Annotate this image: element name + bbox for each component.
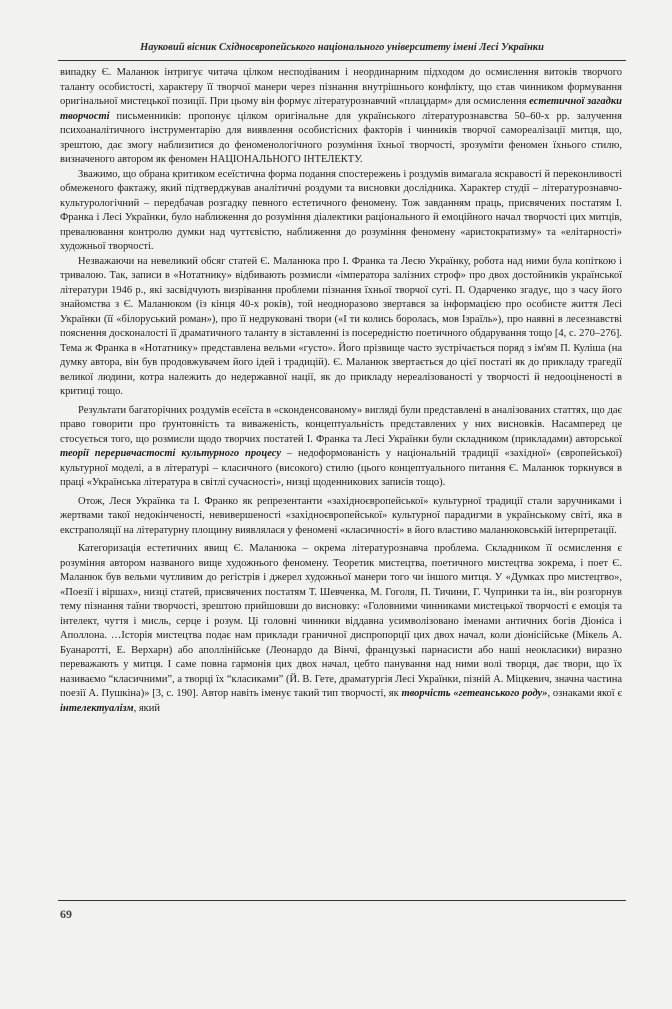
paragraph-4-text-c: – недоформованість у національній традиції «західної» (європейської) культурної моделі, а в літературі – класичного (високого) стилю (цього концептуального питання Є. Маланюк торкнувся в праці «Українська література в світлі сучасності», низці щоденникових записів тощо). [60, 448, 622, 488]
footer-rule [58, 900, 626, 901]
paragraph-1-text-c: письменників: пропонує цілком оригінальне для українського літературознавства 50–60-х рр. залучення психоаналітичного інструментарію для виявлення особистісних факторів і чинників творчої самореалізації митця, що, зрештою, дає змогу наблизитися до феноменологічного розуміння їхньої творчості, зрозуміти феномен їхнього стилю, визначеного автором як феномен НАЦІОНАЛЬНОГО ІНТЕЛЕКТУ. [60, 110, 622, 165]
article-body [60, 66, 622, 716]
paragraph-4-emphasis: теорії переривчастості культурного процесу [60, 448, 281, 459]
paragraph-6-text-c: , ознаками якої є [547, 688, 622, 699]
paragraph-1-text-a: випадку Є. Маланюк інтригує читача цілком несподіваним і неординарним підходом до осмислення витоків творчого таланту особистості, характеру її творчої манери через пізнання внутрішнього конфлікту, що став чинником формування оригінальної мистецької позиції. При цьому він формує літературознавчий «плацдарм» для осмислення [60, 67, 622, 107]
paragraph-6 [60, 542, 622, 716]
paragraph-5: Отож, Леся Українка та І. Франко як репрезентанти «західноєвропейської» культурної традиції стали заручниками і жертвами такої недокінченості, невивершеності «західноєвропейської» культурної парадигми в українському світі, яка в екстраполяції на літературну площину виявлялася у феномені «класичності» в його властиво маланюковській інтерпретації. [60, 495, 622, 536]
paragraph-6-text-e: , який [133, 702, 160, 714]
paragraph-6-text-a: Категоризація естетичних явищ Є. Маланюка – окрема літературознавча проблема. Складником її осмислення є розуміння автором названого вище художнього феномену. Теоретик мистецтва, поетичного мистецтва зокрема, і поет Є. Маланюк був вельми чутливим до регістрів і джерел художньої манери того чи іншого митця. У «Думках про мистецтво», «Поезії і віршах», низці статей, присвячених постатям Т. Шевченка, М. Гоголя, П. Тичини, Г. Чупринки та ін., він розгорнув тему пізнання таїни творчості, зрештою прийшовши до висновку: «Головними чинниками мистецької творчості є емоція та інтелект, чуття і мисль, серце і розум. Ці головні чинники віддавна усимволізовано іменами античних богів Діоніса і Аполлона. …Історія мистецтва подає нам приклади граничної диспропорції цих двох начал, коли діонісійське (Мікель А. Буанаротті, Е. Верхарн) або аполлінійське (Леонардо да Вінчі, французькі парнасисти або наші неокласики) виразно переважають у митця. І саме повна гармонія цих двох начал, цебто панування над ними волі творця, дає твори, що їх називаємо “класичними”, а творці їх “класиками” (Й. В. Гете, драматургія Лесі Українки, пізній А. Міцкевич, значна частина поезії А. Пушкіна)» [3, с. 190]. Автор навіть іменує такий тип творчості, як [60, 543, 622, 699]
header-rule [58, 60, 626, 61]
paragraph-6-emphasis: творчість «гетеанського роду» [401, 688, 548, 699]
paragraph-2: Зважимо, що обрана критиком есеїстична форма подання спостережень і роздумів вимагала яскравості й переконливості обмеженого фактажу, який підтверджував аналітичні роздуми та висновки дослідника. Характер студії – літературознавчо-культурологічний – передбачав розгадку певного естетичного феномену. Тож завданням праць, присвячених постатям І. Франка і Лесі Українки, було наближення до розуміння діалектики раціонального й емоційного начал творчості цих митців, превалювання контролю думки над чуттєвістю, наближення до розуміння феномену «аристократизму» та «елітарності» художньої творчості. [60, 168, 622, 252]
paragraph-4-text-a: Результати багаторічних роздумів есеїста в «сконденсованому» вигляді були представлені в аналізованих статтях, що дає право говорити про ґрунтовність та виваженість, концептуальність представлених у них висновків. Насамперед це стосується того, що розмисли щодо творчих постатей І. Франка та Лесі Українки були складником (прикладами) авторської [60, 404, 622, 445]
paragraph-4 [60, 404, 622, 491]
running-header: Науковий вісник Східноєвропейського національного університету імені Лесі Українки [140, 42, 544, 53]
page-number: 69 [60, 907, 72, 921]
paragraph-3: Незважаючи на невеликий обсяг статей Є. Маланюка про І. Франка та Лесю Українку, робота над ними була копіткою і тривалою. Так, записи в «Нотатнику» відбивають розмисли «імператора залізних строф» про двох достойників української літератури 1946 р., які засвідчують визрівання проблеми пізнання їхньої творчої суті. П. Одарченко згадує, що з часу його знайомства з Є. Маланюком (із кінця 40-х років), той неодноразово звертався за інформацією про особисте життя Лесі Українки (її «білоруський роман»), про її недруковані твори («І ти колись боролась, мов Ізраїль»), про наявні в лесезнавстві пояснення досконалості її драматичного таланту в зіставленні із посередністю поетичного обдарування тощо [4, с. 270–276]. Тема ж Франка в «Нотатнику» представлена вельми «густо». Його прізвище часто зустрічається поряд з ім'ям П. Куліша (на думку автора, він був продовжувачем його ідей і традицій). Є. Маланюк звертається до цієї постаті як до прикладу трагедії великої людини, котра належить до недержавної нації, як до прикладу нереалізованості у творчості й недооціненості в критиці тощо. [60, 255, 622, 397]
paragraph-6-emphasis-2: інтелектуалізм [60, 702, 134, 714]
paragraph-1 [60, 66, 622, 168]
paragraph-1-emphasis: естетичної загадки творчості [60, 96, 622, 122]
